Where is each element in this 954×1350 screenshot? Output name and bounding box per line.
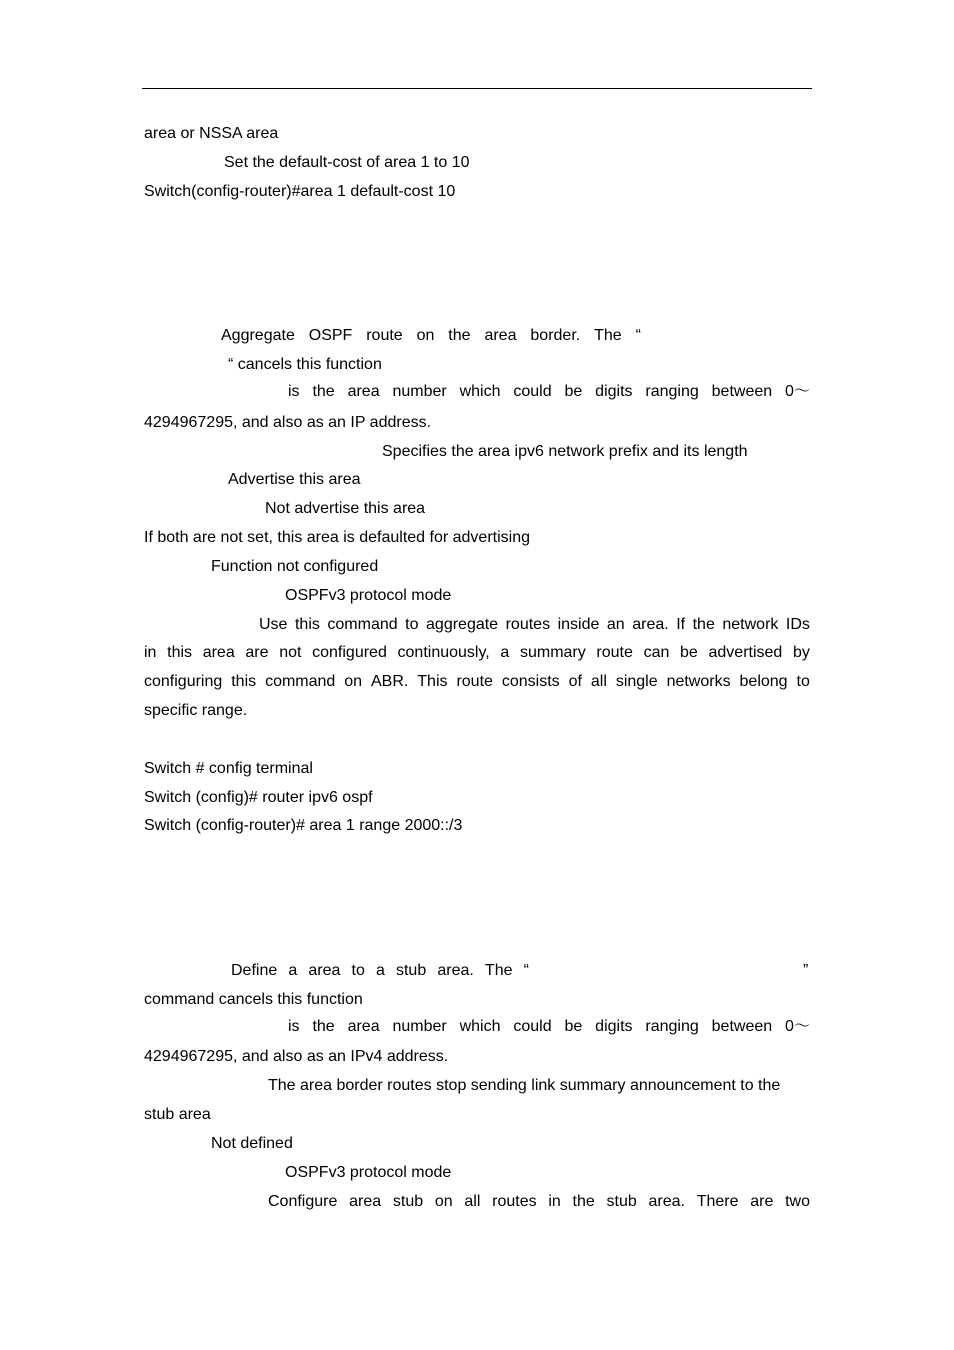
default-value: Not defined [211, 1135, 293, 1152]
word: configured [312, 644, 387, 661]
word: IDs [785, 616, 810, 633]
word: route [456, 673, 493, 690]
word: the [448, 327, 471, 344]
word: area. [648, 1193, 685, 1210]
word: on [416, 327, 435, 344]
default-note: If both are not set, this area is defaulted for advertising [144, 529, 530, 546]
word: digits [595, 1018, 633, 1035]
not-advertise-description: Not advertise this area [265, 500, 426, 517]
word: be [564, 1018, 583, 1035]
word: the [312, 383, 335, 400]
word: “ [635, 327, 641, 344]
word: Define [231, 962, 278, 979]
word: are [245, 644, 269, 661]
word: The [484, 962, 513, 979]
example-command: Switch(config-router)#area 1 default-cost 10 [144, 183, 456, 200]
word: inside [557, 616, 600, 633]
word: stub [392, 1193, 424, 1210]
usage-line [144, 672, 810, 692]
word: number [392, 1018, 447, 1035]
word: advertised [708, 644, 783, 661]
word: ranging [645, 383, 699, 400]
word: this [167, 644, 193, 661]
word: is [288, 1018, 300, 1035]
word: area [349, 1193, 382, 1210]
word: by [793, 644, 810, 661]
usage-line [144, 643, 810, 663]
word: This [417, 673, 448, 690]
parameter-line [288, 1017, 810, 1037]
word: to [405, 616, 419, 633]
word: belong [739, 673, 788, 690]
word: The [594, 327, 622, 344]
word: of [568, 673, 582, 690]
word: number [392, 383, 447, 400]
word: summary [519, 644, 586, 661]
word: area [308, 962, 341, 979]
word: which [459, 383, 501, 400]
word: route [366, 327, 403, 344]
closing-quote: ” [803, 962, 809, 979]
function-line-2: “ cancels this function [228, 356, 382, 373]
header-rule [142, 88, 812, 89]
word: route [596, 644, 633, 661]
function-line-2: command cancels this function [144, 991, 363, 1008]
word: routes [492, 1193, 537, 1210]
word: network [722, 616, 779, 633]
word: a [500, 644, 510, 661]
word: could [513, 1018, 552, 1035]
word: Use [259, 616, 288, 633]
word: to [351, 962, 365, 979]
usage-line-4: specific range. [144, 702, 248, 719]
word: this [294, 616, 320, 633]
parameter-line [288, 382, 810, 402]
word: ranging [645, 1018, 699, 1035]
word: is [288, 383, 300, 400]
word: be [680, 644, 698, 661]
word: aggregate [426, 616, 499, 633]
word: stub [395, 962, 427, 979]
nosummary-line-2: stub area [144, 1106, 211, 1123]
word: configuring [144, 673, 223, 690]
word: are [750, 1193, 774, 1210]
function-line [221, 326, 641, 346]
word: to [796, 673, 810, 690]
advertise-description: Advertise this area [228, 471, 361, 488]
command-mode: OSPFv3 protocol mode [285, 587, 452, 604]
word: stub [606, 1193, 637, 1210]
word: can [643, 644, 670, 661]
default-value: Function not configured [211, 558, 379, 575]
word: digits [595, 383, 633, 400]
example-command: Switch (config-router)# area 1 range 2000::/3 [144, 817, 463, 834]
parameter-line-2: 4294967295, and also as an IP address. [144, 414, 432, 431]
word: area [484, 327, 517, 344]
word: 0～ [785, 1018, 810, 1035]
function-line [231, 961, 529, 981]
word: networks [666, 673, 731, 690]
word: border. [530, 327, 581, 344]
word: a [288, 962, 298, 979]
word: OSPF [308, 327, 353, 344]
word: between [711, 383, 773, 400]
word: between [711, 1018, 773, 1035]
word: be [564, 383, 583, 400]
word: area [347, 1018, 380, 1035]
word: this [231, 673, 257, 690]
word: a [375, 962, 385, 979]
word: ABR. [370, 673, 409, 690]
word: There [696, 1193, 739, 1210]
prefix-description: Specifies the area ipv6 network prefix and its length [382, 443, 748, 460]
word: Aggregate [221, 327, 295, 344]
word: on [344, 673, 363, 690]
text-line: area or NSSA area [144, 125, 279, 142]
word: area. [632, 616, 669, 633]
nosummary-description: The area border routes stop sending link summary announcement to the [268, 1077, 781, 1094]
word: area. [437, 962, 474, 979]
word: area [347, 383, 380, 400]
word: could [513, 383, 552, 400]
word: consists [501, 673, 560, 690]
word: the [312, 1018, 335, 1035]
example-command: Switch (config)# router ipv6 ospf [144, 789, 373, 806]
word: in [144, 644, 157, 661]
usage-line [259, 615, 810, 635]
word: routes [505, 616, 551, 633]
parameter-line-2: 4294967295, and also as an IPv4 address. [144, 1048, 449, 1065]
word: two [785, 1193, 810, 1210]
example-description: Set the default-cost of area 1 to 10 [224, 154, 470, 171]
word: the [572, 1193, 595, 1210]
word: the [692, 616, 715, 633]
word: in [548, 1193, 561, 1210]
word: on [434, 1193, 453, 1210]
word: all [590, 673, 607, 690]
word: an [606, 616, 625, 633]
example-command: Switch # config terminal [144, 760, 313, 777]
word: command [265, 673, 336, 690]
word: 0～ [785, 383, 810, 400]
word: “ [523, 962, 529, 979]
word: continuously, [397, 644, 490, 661]
word: not [279, 644, 302, 661]
word: all [464, 1193, 481, 1210]
word: If [676, 616, 686, 633]
word: command [327, 616, 398, 633]
usage-line [268, 1192, 810, 1212]
word: which [459, 1018, 501, 1035]
word: area [202, 644, 235, 661]
word: single [615, 673, 658, 690]
word: Configure [268, 1193, 338, 1210]
command-mode: OSPFv3 protocol mode [285, 1164, 452, 1181]
